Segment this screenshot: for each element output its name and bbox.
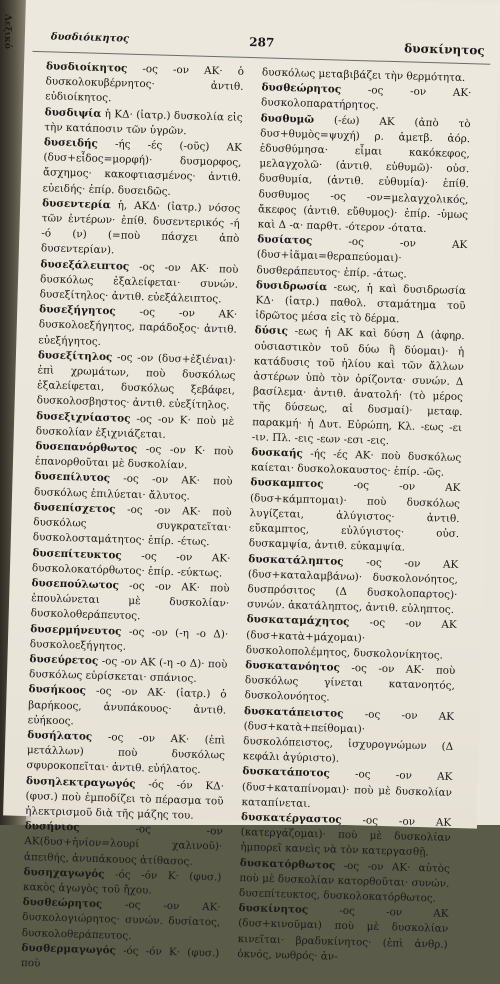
entry-definition: -ος -ον ΑΚ (κατεργάζομαι)· ποὺ μὲ δυσκολίαν ἠμπορεῖ κανεὶς νὰ τὸν κατεργασθῇ.: [240, 813, 452, 859]
entry-headword: δυσήκοος: [28, 683, 87, 698]
entry-headword: δυσεπανόρθωτος: [35, 440, 138, 456]
entry-headword: δυσεξάλειπτος: [40, 257, 130, 273]
entry-headword: δυσηχαγωγός: [23, 865, 105, 881]
entry-definition: -ος -ον ΑΚ (δυσ+κατὰ+μάχομαι)· δυσκολοπολέμητος, δυσκολονίκητος.: [245, 616, 457, 662]
entry-headword: δυσιδρωσία: [255, 279, 328, 294]
dictionary-entry: [24, 819, 223, 870]
entry-definition: -ος -ον ΑΚ· ποὺ ἐπουλώνεται μὲ δυσκολίαν· δυσκολοθεράπευτος.: [30, 579, 230, 623]
dictionary-entry: [247, 552, 459, 619]
entry-headword: δυσθερμαγωγός: [21, 941, 116, 957]
dictionary-entry: [22, 895, 221, 946]
entry-definition: -ός -όν Κ· (φυσ.) κακὸς ἀγωγὸς τοῦ ἤχου.: [22, 868, 222, 897]
entry-headword: δυσκατέργαστος: [240, 811, 342, 826]
entry-headword: δυσδιψία: [44, 105, 102, 120]
entry-definition: -ος -ον ΑΚ (δυσ+κινοῦμαι) ποὺ μὲ δυσκολίαν κινεῖται· βραδυκίνητος· (ἐπὶ ἀνθρ.) ὀκνός, νωθρός· ἀν-: [237, 904, 449, 963]
page-header: [32, 29, 490, 65]
entry-headword: δυσεξιχνίαστος: [36, 409, 131, 425]
entry-headword: δυσεπούλωτος: [31, 577, 120, 592]
dictionary-entry: [39, 257, 238, 308]
entry-headword: δυσερμήνευτος: [30, 622, 122, 638]
entry-headword: δυσήλατος: [27, 728, 93, 743]
entry-headword: δυσεπίσχετος: [33, 501, 116, 516]
entry-headword: δύσις: [254, 324, 289, 338]
dictionary-entry: [256, 233, 467, 284]
dictionary-entry: [26, 728, 225, 779]
dictionary-entry: [244, 658, 455, 709]
entry-headword: δυσηλεκτραγωγός: [25, 774, 136, 790]
entry-definition: -εως ἡ ΑΚ καὶ δύση Δ (ἀφηρ. οὐσιαστικὸν τοῦ δύω ἢ δύομαι)· ἡ κατάδυσις τοῦ ἡλίου καὶ τῶν ἄλλων ἀστέρων ὑπὸ τὸν ὁρίζοντα· συνών. Δ βασίλεμα· ἀντιθ. ἀνατολή· (τὸ μέρος τῆς δύσεως, αἱ δυσμαί)· μεταφ. παρακμή· ἡ Δυτ. Εὐρώπη, Κλ. -εως -ει -ιν. Πλ. -εις -εων -εσι -εις.: [251, 325, 465, 447]
entry-definition: -ος -ον Κ· ποὺ μὲ δυσκολίαν ἐξιχνιάζεται.: [35, 412, 235, 441]
right-column: [237, 65, 472, 967]
entry-definition: -ος -ον ΑΚ (δυσ+κάμπτομαι)· ποὺ δυσκόλως λυγίζεται, ἀλύγιστος· ἀντιθ. εὔκαμπτος, εὐλύγιστος· οὐσ. δυσκαμψία, ἀντιθ. εὐκαμψία.: [248, 478, 461, 554]
entry-definition: -ος -ον ΑΚ· δυσκολοκατόρθωτος· ἐπίρ. -εύκτως.: [31, 549, 231, 580]
dictionary-entry: [237, 901, 449, 968]
entry-headword: δυσεύρετος: [29, 653, 99, 667]
entry-definition: -ής -ές (-οῦς) ΑΚ (δυσ+εἶδος=μορφή)· δυσμορφος, ἄσχημος· κακοφτιασμένος· ἀντιθ. εὐειδής· ἐπίρ. δυσειδῶς.: [42, 137, 242, 198]
entry-definition: -ός -όν Κ· (φυσ.) ποὺ: [20, 944, 220, 970]
dictionary-entry: [240, 810, 451, 861]
entry-definition: ἡ, ΑΚΔ· (ἰατρ.) νόσος τῶν ἐντέρων· ἐπίθ. δυσεντερικός -ή -ό (ν) (=ποὺ πάσχει ἀπὸ δυσεντερίαν).: [40, 199, 241, 257]
page-body: [11, 59, 490, 970]
entry-headword: δυσδιοίκητος: [45, 60, 128, 75]
entry-headword: δυσίατος: [257, 233, 313, 248]
entry-headword: δυσεξήγητος: [39, 303, 116, 318]
entry-headword: δυσκατόρθωτος: [239, 856, 336, 872]
entry-definition: -ος -ον ΑΚ· αὐτὸς ποὺ μὲ δυσκολίαν κατορθοῦται· συνών. δυσεπίτευκτος, δυσκολοκατόρθωτος.: [238, 859, 450, 905]
dictionary-page: [3, 0, 500, 970]
entry-definition: ἡ ΚΔ· (ἰατρ.) δυσκολία εἰς τὴν κατάποσιν τῶν ὑγρῶν.: [44, 107, 243, 138]
entry-headword: δυσκατάπειστος: [243, 704, 344, 720]
dictionary-entry: [255, 278, 466, 329]
entry-headword: δυσεντερία: [42, 197, 111, 212]
dictionary-entry: [41, 196, 241, 262]
entry-definition: -ος -ον ΑΚ· ποὺ δυσκόλως συγκρατεῖται· δυσκολοσταμάτητος· ἐπίρ. -έτως.: [32, 503, 232, 549]
entry-headword: δυσθυμῶ: [260, 111, 315, 126]
entry-definition: (-έω) ΑΚ (ἀπὸ τὸ δυσ+θυμὸς=ψυχή) ρ. ἀμετβ. ἀόρ. ἐδυσθύμησα· εἶμαι κακόκεφος, μελαγχολῶ· (ἀντιθ. εὐθυμῶ)· οὐσ. δυσθυμία, (ἀντιθ. εὐθυμία)· ἐπίθ. δυσθυμος -ος -ον=μελαγχολικός, ἄκεφος (ἀντιθ. εὔθυμος)· ἐπίρ. -ὑμως καὶ Δ -α· παρθτ. -ότερον -ότατα.: [257, 113, 471, 236]
entry-definition: -ος -ον ΑΚ· (ἐπὶ μετάλλων) ποὺ δυσκόλως σφυροκοπεῖται· ἀντιθ. εὐήλατος.: [26, 730, 226, 777]
entry-definition: -ος -ον ΑΚ· δυσκολογιώρητος· συνών. δυσίατος, δυσκολοθεράπευτος.: [21, 898, 221, 942]
dictionary-entry: [38, 302, 237, 353]
entry-definition: -ος -ον Κ· ποὺ ἐπανορθοῦται μὲ δυσκολίαν.: [34, 443, 234, 472]
dictionary-entry: [31, 576, 230, 627]
entry-definition: δυσκόλως μεταβιβάζει τὴν θερμότητα.: [261, 66, 466, 85]
entry-headword: δυσθεώρητος: [261, 81, 342, 96]
dictionary-entry: [21, 941, 220, 977]
entry-headword: δυσκαταμάχητος: [246, 613, 350, 629]
entry-headword: δυσκαής: [251, 446, 303, 460]
entry-definition: -ος -ον ΑΚ (δυσ+καταπίνομαι)· ποὺ μὲ δυσκολίαν καταπίνεται.: [241, 767, 453, 810]
entry-definition: -ος -ον (δυσ+ἐξιέναι)· ἐπὶ χρωμάτων, ποὺ δυσκόλως ἐξαλείφεται, δυσκόλως ξεβάφει, δυσκολοσβηστος· ἀντιθ. εὐεξίτηλος.: [36, 351, 237, 413]
dictionary-entry: [239, 856, 450, 907]
entry-definition: -ος -ον (-η -ο Δ)· δυσκολοεξήγητος.: [29, 625, 229, 653]
entry-headword: δυσκίνητος: [238, 902, 309, 917]
entry-headword: δυσεξίτηλος: [37, 349, 113, 364]
entry-headword: δυσκαμπτος: [250, 476, 324, 491]
dictionary-entry: [36, 348, 236, 414]
entry-headword: δυσκατάποτος: [242, 765, 330, 780]
dictionary-entry: [252, 324, 465, 451]
entry-headword: δυσειδής: [43, 136, 99, 150]
dictionary-entry: [241, 764, 452, 815]
left-column: [21, 59, 244, 976]
dictionary-entry: [45, 59, 244, 110]
page-number: 287: [249, 34, 275, 50]
entry-definition: -ος -ον ΑΚ (δυσ+καταλαμβάνω)· δυσκολονόητος, δυσπρόσιτος (Δ δυσκολοπαρτος)· συνών. ἀκατάληπτος, ἀντιθ. εὐληπτος.: [246, 555, 459, 617]
dictionary-entry: [33, 500, 232, 551]
dictionary-entry: [257, 111, 470, 238]
entry-headword: δυσεπίτευκτος: [32, 546, 122, 562]
entry-definition: -ός -όν ΚΔ· (φυσ.) ποὺ ἐμποδίζει τὸ πέρασμα τοῦ ἠλεκτρισμοῦ διὰ τῆς μάζης του.: [25, 777, 225, 822]
entry-definition: -ος -ον ΑΚ (δυσ+ἰᾶμαι=θεραπεύομαι)· δυσθεράπευτος· ἐπίρ. -άτως.: [256, 235, 468, 281]
dictionary-entry: [249, 476, 461, 558]
spine-title: Λεξικό: [2, 14, 12, 49]
entry-definition: -ος -ον ΑΚ· ποὺ δυσκόλως ἐξαλείφεται· συνών. δυσεξίτηλος· ἀντιθ. εὐεξάλειπτος.: [39, 260, 239, 306]
entry-definition: -ος -ον ΑΚ· δυσκολοεξήγητος, παράδοξος· ἀντιθ. εὐεξήγητος.: [38, 305, 238, 348]
entry-definition: -ος -ον ΑΚ· (ἰατρ.) ὁ βαρήκοος, ἀνυπάκουος· ἀντιθ. εὐήκοος.: [27, 685, 227, 728]
dictionary-entry: [28, 682, 227, 733]
entry-definition: -ής -ές ΑΚ· ποὺ δυσκόλως καίεται· δυσκολοκαυστος· ἐπίρ. -ῶς.: [250, 447, 462, 479]
entry-headword: δυσκατάληπτος: [248, 552, 344, 568]
entry-definition: -ος -ον ΑΚ· ποὺ δυσκόλως γίνεται κατανοητός, δυσκολονόητος.: [244, 661, 456, 704]
entry-headword: δυσεπίλυτος: [34, 470, 111, 485]
entry-headword: δυσθεώρητος: [22, 896, 103, 911]
entry-definition: -ος -ον ΑΚ· δυσκολοπαρατήρητος.: [260, 83, 472, 113]
dictionary-entry: [42, 135, 242, 201]
guide-word-right: δυσκίνητος: [404, 41, 485, 58]
entry-definition: -ος -ον ΑΚ (-η -ο Δ)· ποὺ δυσκόλως εὑρίσκεται· σπάνιος.: [28, 654, 228, 685]
dictionary-entry: [25, 774, 224, 825]
guide-word-left: δυσδιόικητος: [50, 31, 130, 45]
dictionary-entry: [246, 612, 457, 663]
entry-definition: -εως, ἡ καὶ δυσιδρωσία ΚΔ· (ἰατρ.) παθολ. σταμάτημα τοῦ ἱδρῶτος μέσα εἰς τὸ δέρμα.: [254, 281, 467, 326]
entry-definition: -ος -ον ΑΚ· ποὺ δυσκόλως ἐπιλύεται· ἄλυτος.: [33, 472, 233, 503]
entry-headword: δυσκατανόητος: [245, 659, 341, 674]
entry-headword: δυσήνιος: [24, 820, 80, 834]
entry-definition: -ος -ον ΑΚ· ὁ δυσκολοκυβέρνητος· ἀντιθ. εὐδιοίκητος.: [45, 62, 245, 105]
entry-definition: -ος -ον ΑΚ (δυσ+κατὰ+πείθομαι)· δυσκολόπειστος, ἰσχυρογνώμων (Δ κεφάλι ἀγύριστο).: [242, 707, 455, 765]
entry-definition: -ος -ον ΑΚ(δυσ+ἡνίον=λουρί χαλινοῦ)· ἀπειθής, ἀνυπάκουος ἀτίθασος.: [23, 821, 223, 868]
dictionary-entry: [243, 704, 455, 771]
